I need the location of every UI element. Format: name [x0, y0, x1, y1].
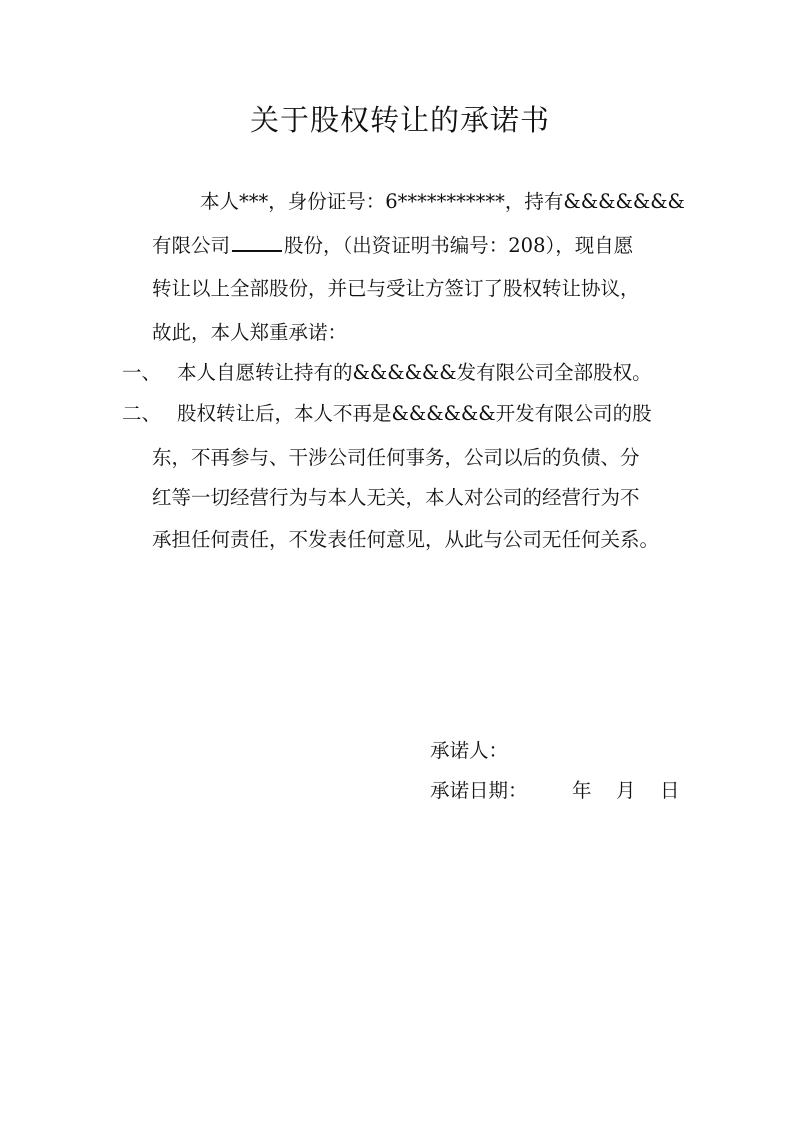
item-2-line-3: 红等一切经营行为与本人无关，本人对公司的经营行为不 [152, 486, 640, 509]
item-2-line-2: 东，不再参与、干涉公司任何事务，公司以后的负债、分 [152, 446, 640, 469]
intro-line-2-start: 有限公司 [152, 234, 231, 257]
intro-line-4: 故此，本人郑重承诺： [152, 321, 348, 344]
promise-date-label: 承诺日期： [430, 779, 528, 802]
intro-line-1: 本人***，身份证号：6***********，持有&&&&&&& [200, 190, 685, 213]
fill-in-blank [232, 232, 282, 252]
intro-line-3: 转让以上全部股份，并已与受让方签订了股权转让协议， [152, 277, 640, 300]
promisor-label: 承诺人： [430, 739, 509, 762]
item-2-line-1: 股权转让后，本人不再是&&&&&&开发有限公司的股 [177, 402, 652, 425]
intro-line-2-end: 股份，（出资证明书编号：208），现自愿 [284, 234, 634, 257]
date-day-label: 日 [660, 779, 680, 802]
date-month-label: 月 [616, 779, 636, 802]
date-year-label: 年 [572, 779, 592, 802]
item-2-line-4: 承担任何责任，不发表任何意见，从此与公司无任何关系。 [152, 528, 660, 551]
item-2-number: 二、 [122, 402, 162, 425]
document-title: 关于股权转让的承诺书 [249, 103, 550, 137]
item-1-line-1: 本人自愿转让持有的&&&&&&发有限公司全部股权。 [177, 361, 652, 384]
intro-line-2 [152, 232, 633, 259]
item-1-number: 一、 [122, 361, 162, 384]
